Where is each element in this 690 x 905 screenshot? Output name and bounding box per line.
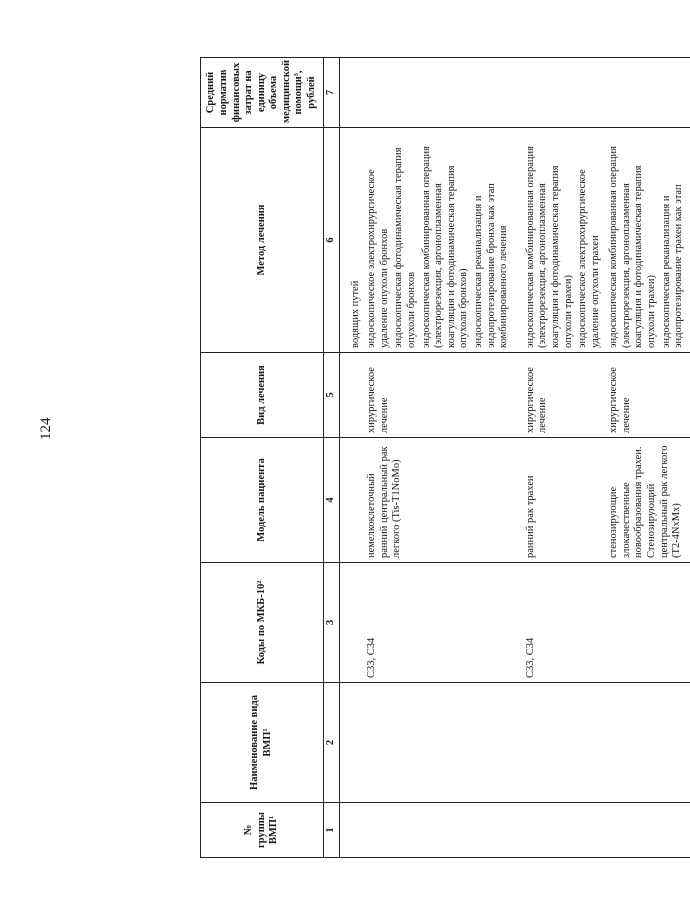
patient-model-cell: стенозирующие злокачественные новообразования трахеи. Стенозирующий центральный рак легкого (T2-4NxMx) <box>606 438 690 563</box>
header-group-number: № группы ВМП¹ <box>201 803 324 858</box>
rotated-table-area <box>200 53 685 858</box>
method-item: эндоскопическая комбинированная операция (электрорезекция, аргоноплазменная коагуляция и фотодинамическая терапия опухоли трахеи) <box>524 146 574 348</box>
table-row <box>606 58 690 858</box>
treatment-type-cell: хирургическое лечение <box>364 353 515 438</box>
icd-codes-cell: C33, C34 <box>364 563 515 683</box>
table-row <box>348 58 365 858</box>
header-cost-norm: Средний норматив финансовых затрат на единицу объема медицинской помощи³, рублей <box>201 58 324 128</box>
treatment-method-cell <box>364 128 515 353</box>
treatment-method-cell <box>523 128 607 353</box>
method-item: эндоскопическое электрохирургическое удаление опухоли трахеи <box>577 169 601 348</box>
table-row <box>523 58 607 858</box>
col-num-3: 3 <box>324 563 340 683</box>
method-item: эндоскопическая комбинированная операция (электрорезекция, аргоноплазменная коагуляция и фотодинамическая терапия опухоли бронхов) <box>420 146 470 348</box>
vmp-table <box>200 57 690 858</box>
patient-model-cell: ранний рак трахеи <box>523 438 607 563</box>
table-row <box>364 58 515 858</box>
treatment-type-cell: хирургическое лечение <box>606 353 690 438</box>
method-item: эндоскопическая комбинированная операция (электрорезекция, аргоноплазменная коагуляция и фотодинамическая терапия опухоли трахеи) <box>608 146 658 348</box>
col-num-7: 7 <box>324 58 340 128</box>
col-num-6: 6 <box>324 128 340 353</box>
method-item: эндоскопическая реканализация и эндопротезирование трахеи как этап <box>660 184 685 348</box>
header-patient-model: Модель пациента <box>201 438 324 563</box>
col-num-5: 5 <box>324 353 340 438</box>
column-number-row <box>324 58 340 858</box>
treatment-method-cell <box>606 128 690 353</box>
icd-codes-cell: C33, C34 <box>523 563 607 683</box>
patient-model-cell: немелкоклеточный ранний центральный рак легкого (Tis-T1NoMo) <box>364 438 515 563</box>
page-number: 124 <box>38 417 54 440</box>
header-icd-codes: Коды по МКБ-10² <box>201 563 324 683</box>
icd-codes-cell <box>606 563 690 683</box>
treatment-type-cell: хирургическое лечение <box>523 353 607 438</box>
method-item: эндоскопическая фотодинамическая терапия опухоли бронхов <box>393 147 417 348</box>
col-num-1: 1 <box>324 803 340 858</box>
method-item: эндоскопическая реканализация и эндопротезирование бронха как этап комбинированного лечения <box>472 183 510 348</box>
header-vmp-name: Наименование вида ВМП¹ <box>201 683 324 803</box>
header-treatment-method: Метод лечения <box>201 128 324 353</box>
header-treatment-type: Вид лечения <box>201 353 324 438</box>
col-num-2: 2 <box>324 683 340 803</box>
continuation-text: водящих путей <box>348 128 365 353</box>
col-num-4: 4 <box>324 438 340 563</box>
method-item: эндоскопическое электрохирургическое удаление опухоли бронхов <box>366 169 390 348</box>
header-row <box>201 58 324 858</box>
